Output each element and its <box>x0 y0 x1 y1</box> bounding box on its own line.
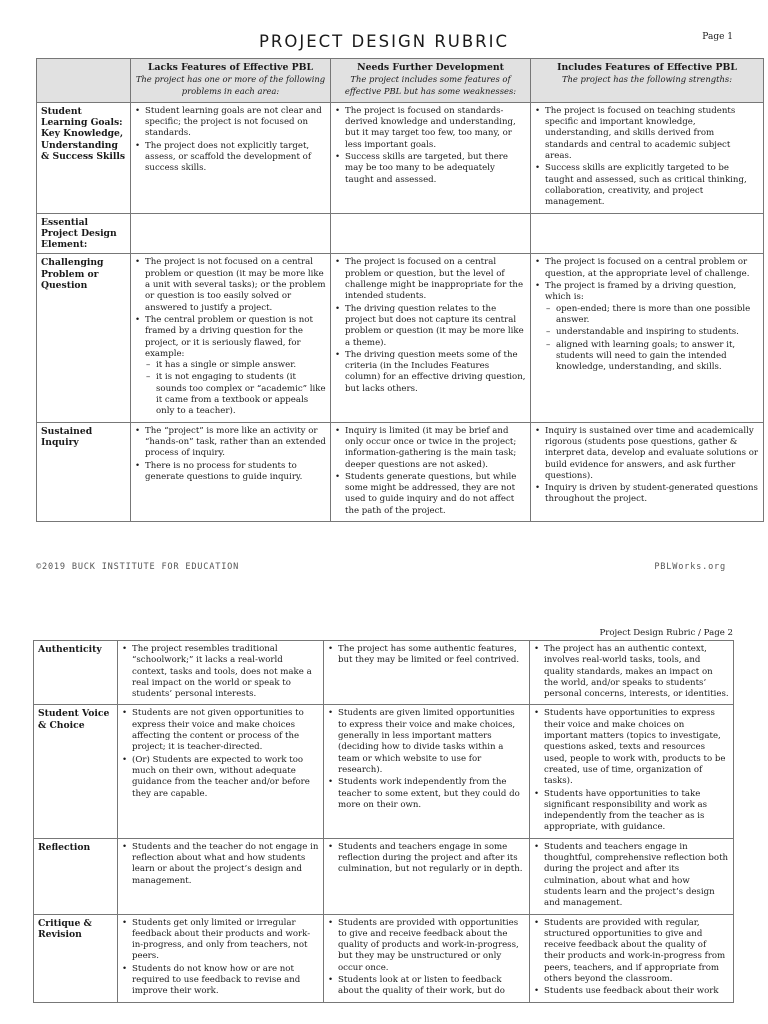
row-header: Sustained Inquiry <box>37 422 131 521</box>
column-header: Includes Features of Effective PBL The project has the following strengths: <box>531 59 764 103</box>
table-cell: • Students and the teacher do not engage in reflection about what and how students learn or about the project’s design and management. <box>118 838 324 914</box>
table-cell: • The project is focused on a central problem or question, but the level of challenge might be inappropriate for the intended students. • The driving question relates to the project but does not capture its central problem or question (it may be more like a theme). • The driving question meets some of the criteria (in the Includes Features column) for an effective driving question, but lacks others. <box>331 254 531 422</box>
row-header: Student Learning Goals: Key Knowledge, Understanding & Success Skills <box>37 102 131 213</box>
table-row <box>34 641 734 705</box>
table-row <box>34 838 734 914</box>
table-cell: • The project is focused on teaching students specific and important knowledge, understanding, and skills derived from standards and central to academic subject areas. • Success skills are explicitly targeted to be taught and assessed, such as critical thinking, collaboration, creativity, and project management. <box>531 102 764 213</box>
table-cell: • Inquiry is limited (it may be brief and only occur once or twice in the project; information-gathering is the main task; deeper questions are not asked). • Students generate questions, but while some might be addressed, they are not used to guide inquiry and do not affect the path of the project. <box>331 422 531 521</box>
table-cell: • The “project” is more like an activity or “hands-on” task, rather than an extended process of inquiry. • There is no process for students to generate questions to guide inquiry. <box>131 422 331 521</box>
table-cell: • The project is focused on standards-derived knowledge and understanding, but it may target too few, too many, or less important goals. • Success skills are targeted, but there may be too many to be adequately taught and assessed. <box>331 102 531 213</box>
table-cell: • Students have opportunities to express their voice and make choices on important matters (topics to investigate, questions asked, texts and resources used, people to work with, products to be created, use of time, organization of tasks). • Students have opportunities to take significant responsibility and work as independently from the teacher as is appropriate, with guidance. <box>530 705 734 838</box>
table-row <box>37 102 764 213</box>
table-cell: • The project has an authentic context, involves real-world tasks, tools, and quality standards, makes an impact on the world, and/or speaks to students’ personal concerns, interests, or identities. <box>530 641 734 705</box>
table-cell: • Students are provided with opportunities to give and receive feedback about the quality of products and work-in-progress, but they may be unstructured or only occur once. • Students look at or listen to feedback about the quality of their work, but do <box>324 914 530 1002</box>
table-cell: • Students are given limited opportunities to express their voice and make choices, generally in less important matters (deciding how to divide tasks within a team or which website to use for research). • Students work independently from the teacher to some extent, but they could do more on their own. <box>324 705 530 838</box>
corner-cell <box>37 59 131 103</box>
table-cell: • The project has some authentic features, but they may be limited or feel contrived. <box>324 641 530 705</box>
page-number: Page 1 <box>702 32 733 42</box>
table-cell: • The project is focused on a central problem or question, at the appropriate level of challenge. • The project is framed by a driving question, which is: – open-ended; there is more than one possible answer. – understandable and inspiring to students. – aligned with learning goals; to answer it, students will need to gain the intended knowledge, understanding, and skills. <box>531 254 764 422</box>
website-footer: PBLWorks.org <box>654 562 726 572</box>
column-header: Needs Further Development The project includes some features of effective PBL but has some weaknesses: <box>331 59 531 103</box>
row-header: Challenging Problem or Question <box>37 254 131 422</box>
row-header: Authenticity <box>34 641 118 705</box>
rubric-table-page1 <box>36 58 764 522</box>
page-title: PROJECT DESIGN RUBRIC <box>258 32 510 51</box>
row-header: Reflection <box>34 838 118 914</box>
table-cell <box>531 213 764 254</box>
table-cell: • Students and teachers engage in some reflection during the project and after its culmination, but not regularly or in depth. <box>324 838 530 914</box>
table-cell: • Students and teachers engage in thoughtful, comprehensive reflection both during the project and after its culmination, about what and how students learn and the project’s design and management. <box>530 838 734 914</box>
header-row <box>37 59 764 103</box>
table-cell: • Students get only limited or irregular feedback about their products and work-in-progress, and only from teachers, not peers. • Students do not know how or are not required to use feedback to revise and improve their work. <box>118 914 324 1002</box>
column-header: Lacks Features of Effective PBL The project has one or more of the following problems in each area: <box>131 59 331 103</box>
table-row <box>37 254 764 422</box>
table-cell <box>331 213 531 254</box>
copyright-footer: ©2019 BUCK INSTITUTE FOR EDUCATION <box>36 562 240 572</box>
table-cell <box>131 213 331 254</box>
table-row <box>34 705 734 838</box>
table-row <box>37 422 764 521</box>
row-header: Essential Project Design Element: <box>37 213 131 254</box>
row-header: Student Voice & Choice <box>34 705 118 838</box>
rubric-table-page2 <box>33 640 734 1003</box>
table-row <box>37 213 764 254</box>
table-cell: • Inquiry is sustained over time and academically rigorous (students pose questions, gather & interpret data, develop and evaluate solutions or build evidence for answers, and ask further questions). • Inquiry is driven by student-generated questions throughout the project. <box>531 422 764 521</box>
table-cell: • Student learning goals are not clear and specific; the project is not focused on standards. • The project does not explicitly target, assess, or scaffold the development of success skills. <box>131 102 331 213</box>
table-cell: • The project is not focused on a central problem or question (it may be more like a unit with several tasks); or the problem or question is too easily solved or answered to justify a project. • The central problem or question is not framed by a driving question for the project, or it is seriously flawed, for example: – it has a single or simple answer. – it is not engaging to students (it sounds too complex or “academic” like it came from a textbook or appeals only to a teacher). <box>131 254 331 422</box>
row-header: Critique & Revision <box>34 914 118 1002</box>
table-row <box>34 914 734 1002</box>
table-cell: • Students are not given opportunities to express their voice and make choices affecting the content or process of the project; it is teacher-directed. • (Or) Students are expected to work too much on their own, without adequate guidance from the teacher and/or before they are capable. <box>118 705 324 838</box>
table-cell: • Students are provided with regular, structured opportunities to give and receive feedback about the quality of their products and work-in-progress from peers, teachers, and if appropriate from others beyond the classroom. • Students use feedback about their work <box>530 914 734 1002</box>
page-number-2: Project Design Rubric / Page 2 <box>599 628 733 638</box>
table-cell: • The project resembles traditional “schoolwork;” it lacks a real-world context, tasks and tools, does not make a real impact on the world or speak to students’ personal interests. <box>118 641 324 705</box>
